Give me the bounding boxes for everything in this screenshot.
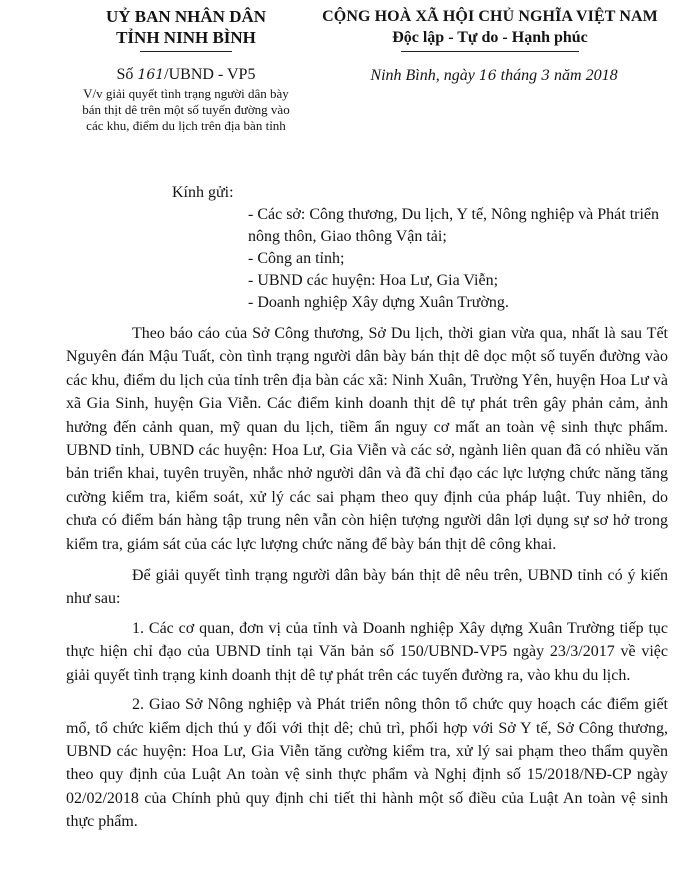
motto-line: Độc lập - Tự do - Hạnh phúc [392,29,588,46]
motto-underline [401,51,579,52]
date-month: 3 [541,68,551,84]
recipient-item: - UBND các huyện: Hoa Lư, Gia Viễn; [248,272,499,289]
doc-number-handwritten: 161 [137,67,165,83]
doc-number-prefix: Số [116,66,134,83]
national-motto [310,6,670,52]
date-month-word: tháng [500,67,538,84]
body-paragraph: Để giải quyết tình trạng người dân bày bán thịt dê nêu trên, UBND tỉnh có ý kiến như sau: [66,567,668,608]
date-year: năm 2018 [554,67,618,84]
document-body [66,322,668,842]
authority-name-line1: UỶ BAN NHÂN DÂN [105,7,267,26]
document-number [62,65,310,85]
authority-underline [140,51,232,52]
doc-number-suffix: /UBND - VP5 [164,66,256,83]
country-name: CỘNG HOÀ XÃ HỘI CHỦ NGHĨA VIỆT NAM [322,8,658,25]
place-date [318,66,670,86]
date-prefix: Ninh Bình, ngày [370,67,475,84]
date-day: 16 [478,68,497,84]
body-paragraph: 2. Giao Sở Nông nghiệp và Phát triển nông thôn tổ chức quy hoạch các điểm giết mổ, tổ chức kiểm dịch thú y đối với thịt dê; chủ trì, phối hợp với Sở Y tế, Sở Công thương, UBND các huyện: Hoa Lư, Gia Viễn tăng cường kiểm tra, xử lý sai phạm theo thẩm quyền theo quy định của Luật An toàn vệ sinh thực phẩm và Nghị định số 15/2018/NĐ-CP ngày 02/02/2018 của Chính phủ quy định chi tiết thi hành một số điều của Luật An toàn vệ sinh thực phẩm. [66,696,668,831]
recipients-list [248,204,668,314]
recipient-item: - Doanh nghiệp Xây dựng Xuân Trường. [248,294,509,311]
issuing-authority [62,6,310,52]
body-paragraph: Theo báo cáo của Sở Công thương, Sở Du lịch, thời gian vừa qua, nhất là sau Tết Nguyên đán Mậu Tuất, còn tình trạng người dân bày bán thịt dê dọc một số tuyến đường vào các khu, điểm du lịch của tỉnh trên địa bàn các xã: Ninh Xuân, Trường Yên, huyện Hoa Lư và xã Gia Sinh, huyện Gia Viễn. Các điểm kinh doanh thịt dê tự phát trên gây phản cảm, ảnh hưởng đến cảnh quan, mỹ quan du lịch, tiềm ẩn nguy cơ mất an toàn vệ sinh thực phẩm. UBND tỉnh, UBND các huyện: Hoa Lư, Gia Viễn và các sở, ngành liên quan đã có nhiều văn bản triển khai, tuyên truyền, nhắc nhở người dân và đã chỉ đạo các lực lượng chức năng tăng cường kiểm tra, kiểm soát, xử lý các sai phạm theo quy định của pháp luật. Tuy nhiên, do chưa có điểm bán hàng tập trung nên vẫn còn hiện tượng người dân lợi dụng sự sơ hở trong kiểm tra, giám sát của các lực lượng chức năng để bày bán thịt dê công khai. [66,325,668,553]
document-subject: V/v giải quyết tình trạng người dân bày bán thịt dê trên một số tuyến đường vào các khu, điểm du lịch trên địa bàn tỉnh [82,86,290,133]
recipients-label: Kính gửi: [172,184,234,201]
body-paragraph: 1. Các cơ quan, đơn vị của tỉnh và Doanh nghiệp Xây dựng Xuân Trường tiếp tục thực hiện chỉ đạo của UBND tỉnh tại Văn bản số 150/UBND-VP5 ngày 23/3/2017 về việc giải quyết tình trạng kinh doanh thịt dê tự phát trên các tuyến đường ra, vào khu du lịch. [66,619,668,684]
recipient-item: - Công an tỉnh; [248,250,345,267]
recipient-item: - Các sở: Công thương, Du lịch, Y tế, Nông nghiệp và Phát triển nông thôn, Giao thông Vận tải; [248,206,660,245]
authority-name-line2: TỈNH NINH BÌNH [116,28,256,47]
